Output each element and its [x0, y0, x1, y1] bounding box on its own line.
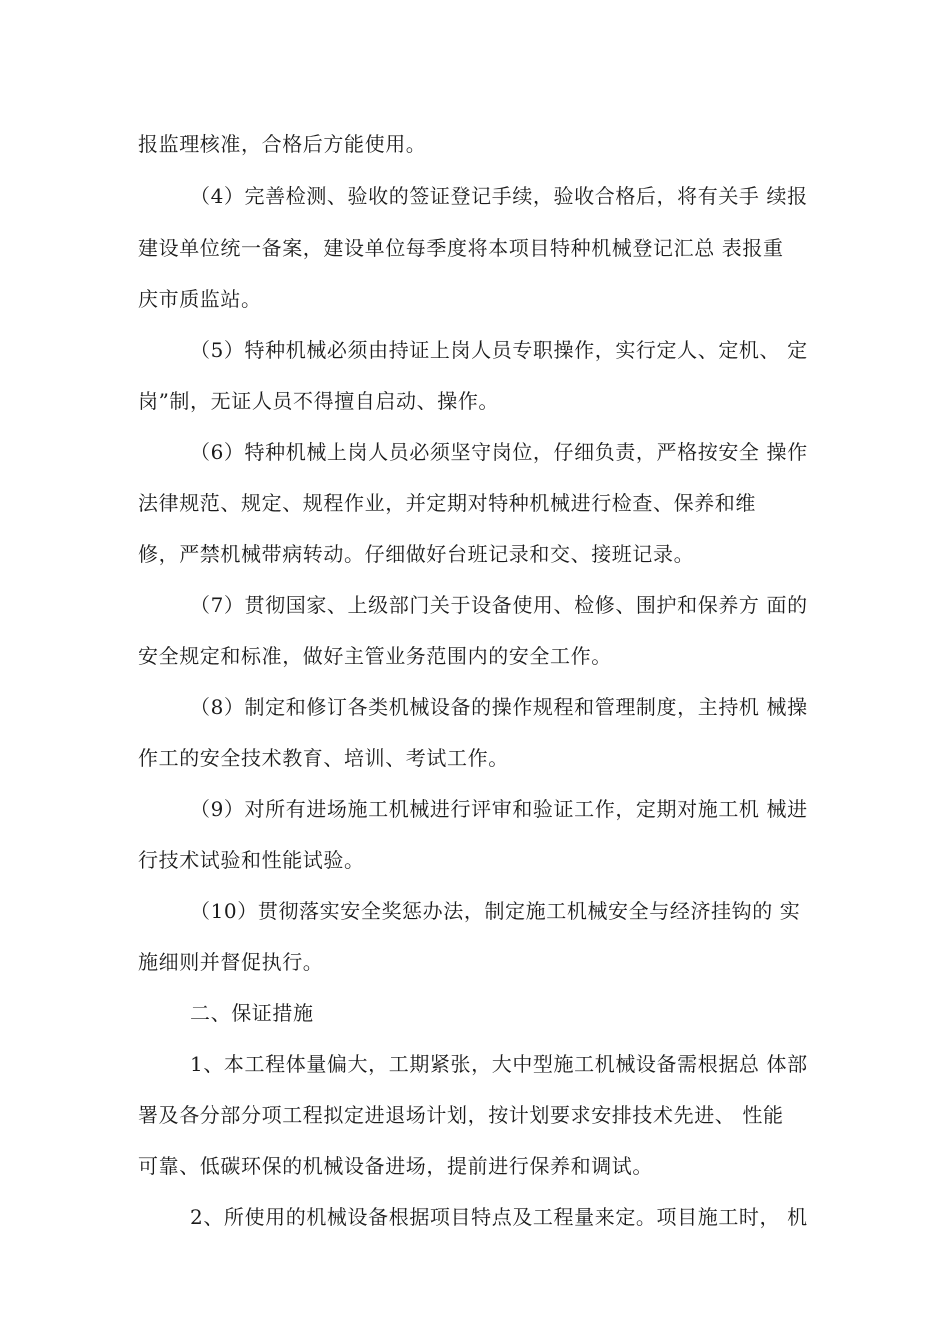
measure-1-line-1: 1、本工程体量偏大，工期紧张，大中型施工机械设备需根据总 体部	[190, 1052, 808, 1076]
text-line: 岗”制，无证人员不得擅自启动、操作。	[138, 389, 500, 413]
paragraph-5-line-1: （5）特种机械必须由持证上岗人员专职操作，实行定人、定机、 定	[190, 338, 808, 362]
paragraph-9-line-1: （9）对所有进场施工机械进行评审和验证工作，定期对施工机 械进	[190, 797, 808, 821]
text-line: 行技术试验和性能试验。	[138, 848, 365, 872]
paragraph-4-line-1: （4）完善检测、验收的签证登记手续，验收合格后，将有关手 续报	[190, 184, 808, 208]
text-line: 法律规范、规定、规程作业，并定期对特种机械进行检查、保养和维	[138, 491, 756, 515]
measure-2-line-1: 2、所使用的机械设备根据项目特点及工程量来定。项目施工时， 机	[190, 1205, 808, 1229]
text-line: 修，严禁机械带病转动。仔细做好台班记录和交、接班记录。	[138, 542, 695, 566]
text-line: 作工的安全技术教育、培训、考试工作。	[138, 746, 509, 770]
text-line: 施细则并督促执行。	[138, 950, 324, 974]
text-line: 报监理核准，合格后方能使用。	[138, 132, 427, 156]
paragraph-7-line-1: （7）贯彻国家、上级部门关于设备使用、检修、围护和保养方 面的	[190, 593, 808, 617]
text-line: 庆市质监站。	[138, 287, 262, 311]
paragraph-10-line-1: （10）贯彻落实安全奖惩办法，制定施工机械安全与经济挂钩的 实	[190, 899, 801, 923]
paragraph-8-line-1: （8）制定和修订各类机械设备的操作规程和管理制度，主持机 械操	[190, 695, 808, 719]
paragraph-6-line-1: （6）特种机械上岗人员必须坚守岗位，仔细负责，严格按安全 操作	[190, 440, 808, 464]
text-line: 署及各分部分项工程拟定进退场计划，按计划要求安排技术先进、 性能	[138, 1103, 784, 1127]
section-heading: 二、保证措施	[190, 1001, 314, 1025]
text-line: 可靠、低碳环保的机械设备进场，提前进行保养和调试。	[138, 1154, 653, 1178]
text-line: 建设单位统一备案，建设单位每季度将本项目特种机械登记汇总 表报重	[138, 236, 784, 260]
text-line: 安全规定和标准，做好主管业务范围内的安全工作。	[138, 644, 612, 668]
